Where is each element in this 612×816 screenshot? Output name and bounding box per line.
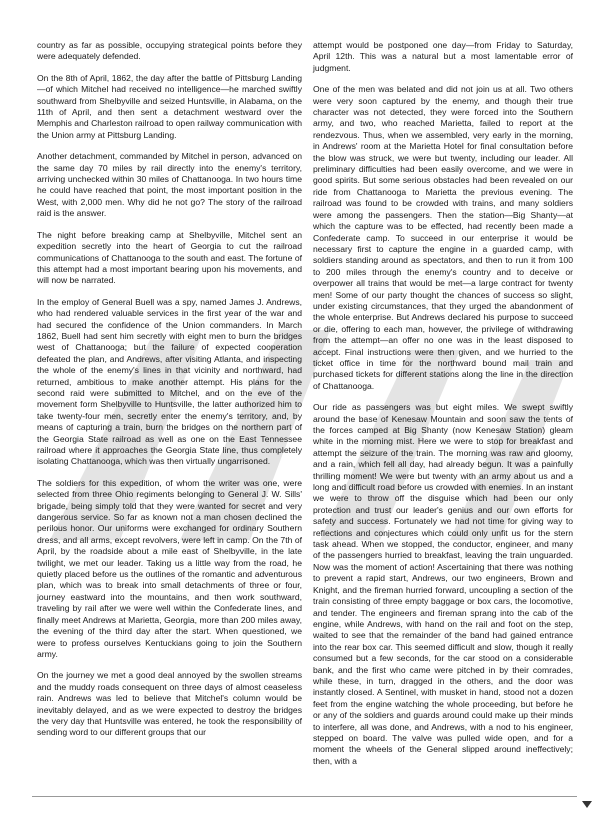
- paragraph: Another detachment, commanded by Mitchel in person, advanced on the same day 70 miles by rail directly into the enemy's territory, arriving unchecked within 30 miles of Chattanooga. In two hours time he could have reached that point, the most important position in the West, with 2,000 men. Why did he not go? The story of the railroad raid is the answer.: [37, 151, 302, 219]
- paragraph: attempt would be postponed one day—from Friday to Saturday, April 12th. This was a natural but a most lamentable error of judgment.: [313, 40, 573, 73]
- continue-arrow-icon: [582, 801, 592, 808]
- paragraph: country as far as possible, occupying strategical points before they were adequately defended.: [37, 40, 302, 62]
- paragraph: One of the men was belated and did not join us at all. Two others were very soon captured by the enemy, and though their true character was not detected, they were forced into the Southern army, and two, who reached Marietta, failed to report at the rendezvous. Thus, when we assembled, very early in the morning, in Andrews' room at the Marietta Hotel for final consultation before the blow was struck, we were but twenty, including our leader. All preliminary difficulties had been easily overcome, and we were in good spirits. But some serious obstacles had been revealed on our ride from Chattanooga to Marietta the previous evening. The railroad was found to be crowded with trains, and many soldiers were among the passengers. Then the station—Big Shanty—at which the capture was to be effected, had recently been made a Confederate camp. To succeed in our enterprise it would be necessary first to capture the engine in a guarded camp, with soldiers standing around as spectators, and then to run it from 100 to 200 miles through the enemy's country and to deceive or overpower all trains that would be met—a large contract for twenty men! Some of our party thought the chances of success so slight, under existing circumstances, that they urged the abandonment of the whole enterprise. But Andrews declared his purpose to succeed or die, offering to each man, however, the privilege of withdrawing from the attempt—an offer no one was in the least disposed to accept. Final instructions were then given, and we hurried to the ticket office in time for the northward bound mail train and purchased tickets for different stations along the line in the direction of Chattanooga.: [313, 84, 573, 391]
- paragraph: The soldiers for this expedition, of whom the writer was one, were selected from three Ohio regiments belonging to General J. W. Sills' brigade, being simply told that they were wanted for secret and very dangerous service. So far as known not a man chosen declined the perilous honor. Our uniforms were exchanged for ordinary Southern dress, and all arms, except revolvers, were left in camp. On the 7th of April, by the roadside about a mile east of Shelbyville, in the late twilight, we met our leader. Taking us a little way from the road, he quietly placed before us the outlines of the romantic and adventurous plan, which was to break into small detachments of three or four, journey eastward into the mountains, and then work southward, traveling by rail after we were well within the Confederate lines, and finally meet Andrews at Marietta, Georgia, more than 200 miles away, the evening of the third day after the start. When questioned, we were to profess ourselves Kentuckians going to join the Southern army.: [37, 477, 302, 659]
- paragraph: Our ride as passengers was but eight miles. We swept swiftly around the base of Kenesaw Mountain and soon saw the tents of the forces camped at Big Shanty (now Kenesaw Station) gleam white in the morning mist. Here we were to stop for breakfast and attempt the seizure of the train. The morning was raw and gloomy, and a rain, which fell all day, had already begun. It was a painfully thrilling moment! We were but twenty with an army about us and a long and difficult road before us crowded with enemies. In an instant we were to throw off the disguise which had been our only protection and trust our leader's genius and our own efforts for safety and success. Fortunately we had not time for giving way to reflections and conjectures which could only unfit us for the stern task ahead. When we stopped, the conductor, engineer, and many of the passengers hurried to breakfast, leaving the train unguarded. Now was the moment of action! Ascertaining that there was nothing to prevent a rapid start, Andrews, our two engineers, Brown and Knight, and the fireman hurried forward, uncoupling a section of the train consisting of three empty baggage or box cars, the locomotive, and tender. The engineers and fireman sprang into the cab of the engine, while Andrews, with hand on the rail and foot on the step, waited to see that the remainder of the band had gained entrance into the rear box car. This seemed difficult and slow, though it really consumed but a few seconds, for the car stood on a considerable bank, and the first who came were pitched in by their comrades, while these, in turn, dragged in the others, and the door was instantly closed. A Sentinel, with musket in hand, stood not a dozen feet from the engine watching the whole proceeding, but before he or any of the soldiers and guards around could make up their minds to interfere, all was done, and Andrews, with a nod to his engineer, stepped on board. The valve was pulled wide open, and for a moment the wheels of the General slipped around ineffectively; then, with a: [313, 402, 573, 766]
- paragraph: In the employ of General Buell was a spy, named James J. Andrews, who had rendered valuable services in the first year of the war and had secured the confidence of the Union commanders. In March 1862, Buell had sent him secretly with eight men to burn the bridges west of Chattanooga; but the failure of expected cooperation defeated the plan, and Andrews, after visiting Atlanta, and inspecting the whole of the enemy's lines in that vicinity and northward, had returned, ambitious to make another attempt. His plans for the second raid were submitted to Mitchel, and on the eve of the movement form Shelbyville to Huntsville, the latter authorized him to take twenty-four men, secretly enter the enemy's territory, and, by means of capturing a train, burn the bridges on the northern part of the Georgia State railroad as well as one on the East Tennessee railroad where it approaches the Georgia State line, thus completely isolating Chattanooga, which was then virtually ungarrisoned.: [37, 296, 302, 467]
- left-column: [37, 40, 302, 749]
- paragraph: On the journey we met a good deal annoyed by the swollen streams and the muddy roads consequent on three days of almost ceaseless rain. Andrews was led to believe that Mitchel's column would be inevitably delayed, and as we were expected to destroy the bridges the very day that Huntsville was entered, he took the responsibility of sending word to our different groups that our: [37, 670, 302, 738]
- paragraph: The night before breaking camp at Shelbyville, Mitchel sent an expedition secretly into the heart of Georgia to cut the railroad communications of Chattanooga to the south and east. The fortune of this attempt had a most important bearing upon his movements, and will now be narrated.: [37, 229, 302, 286]
- footer-rule: [32, 796, 577, 797]
- paragraph: On the 8th of April, 1862, the day after the battle of Pittsburg Landing—of which Mitchel had received no intelligence—he marched swiftly southward from Shelbyville and seized Huntsville, in Alabama, on the 11th of April, and then sent a detachment westward over the Memphis and Charleston railroad to open railway communication with the Union army at Pittsburg Landing.: [37, 72, 302, 140]
- right-column: [313, 40, 573, 777]
